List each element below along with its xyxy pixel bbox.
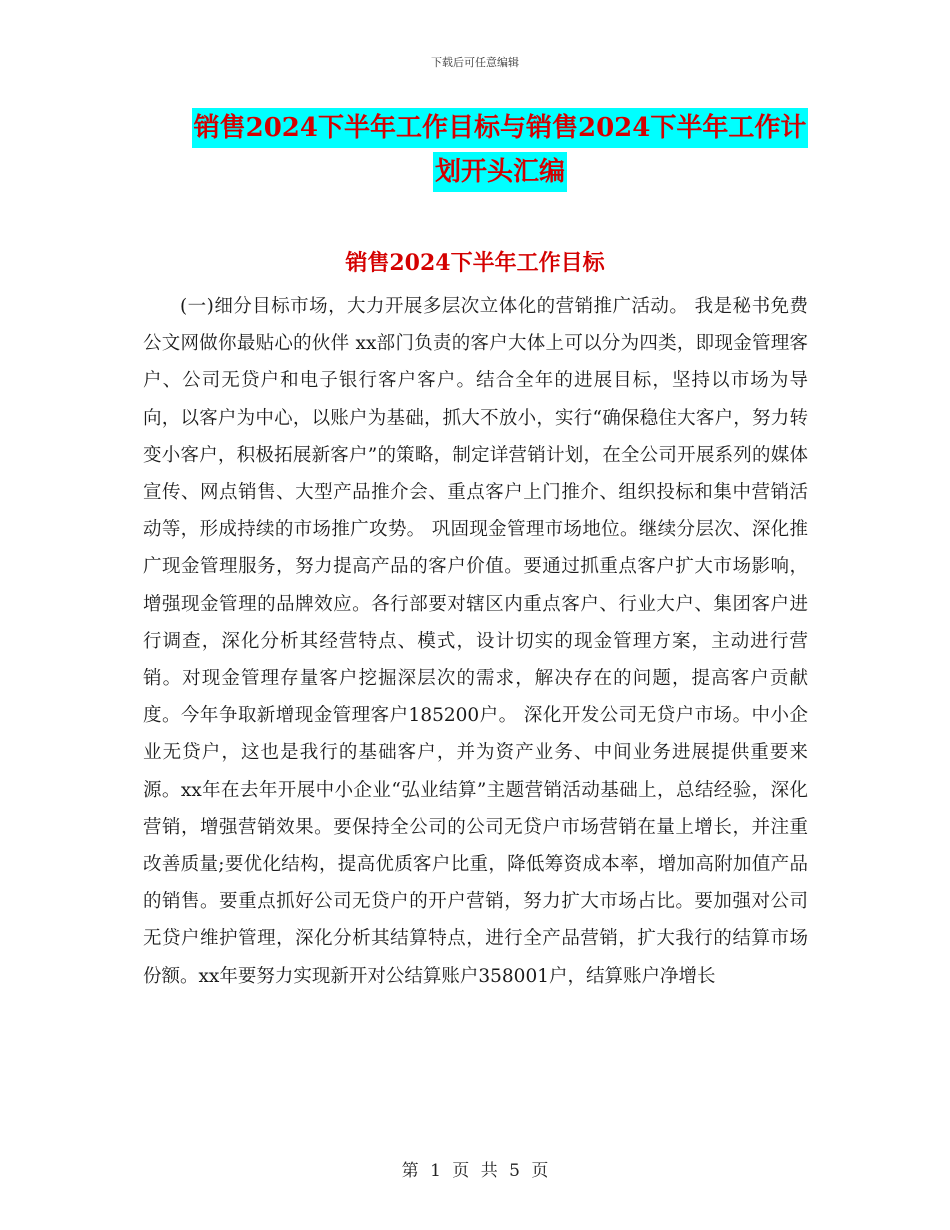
title-line-1: 销售2024下半年工作目标与销售2024下半年工作计 (192, 108, 809, 148)
section-heading: 销售2024下半年工作目标 (345, 250, 605, 276)
document-title (140, 106, 860, 194)
title-line-2: 划开头汇编 (433, 152, 567, 192)
page-number: 第 1 页 共 5 页 (401, 1161, 549, 1181)
body-text (143, 288, 808, 995)
header-note: 下载后可任意编辑 (431, 56, 519, 69)
body-paragraph: (一)细分目标市场，大力开展多层次立体化的营销推广活动。 我是秘书免费公文网做你最贴心的伙伴 xx部门负责的客户大体上可以分为四类，即现金管理客户、公司无贷户和电子银行客户客户。结合全年的进展目标，坚持以市场为导向，以客户为中心，以账户为基础，抓大不放小，实行“确保稳住大客户，努力转变小客户，积极拓展新客户”的策略，制定详营销计划，在全公司开展系列的媒体宣传、网点销售、大型产品推介会、重点客户上门推介、组织投标和集中营销活动等，形成持续的市场推广攻势。 巩固现金管理市场地位。继续分层次、深化推广现金管理服务，努力提高产品的客户价值。要通过抓重点客户扩大市场影响，增强现金管理的品牌效应。各行部要对辖区内重点客户、行业大户、集团客户进行调查，深化分析其经营特点、模式，设计切实的现金管理方案，主动进行营销。对现金管理存量客户挖掘深层次的需求，解决存在的问题，提高客户贡献度。今年争取新增现金管理客户185200户。 深化开发公司无贷户市场。中小企业无贷户，这也是我行的基础客户，并为资产业务、中间业务进展提供重要来源。xx年在去年开展中小企业“弘业结算”主题营销活动基础上，总结经验，深化营销，增强营销效果。要保持全公司的公司无贷户市场营销在量上增长，并注重改善质量;要优化结构，提高优质客户比重，降低筹资成本率，增加高附加值产品的销售。要重点抓好公司无贷户的开户营销，努力扩大市场占比。要加强对公司无贷户维护管理，深化分析其结算特点，进行全产品营销，扩大我行的结算市场份额。xx年要努力实现新开对公结算账户358001户，结算账户净增长 (143, 296, 808, 987)
